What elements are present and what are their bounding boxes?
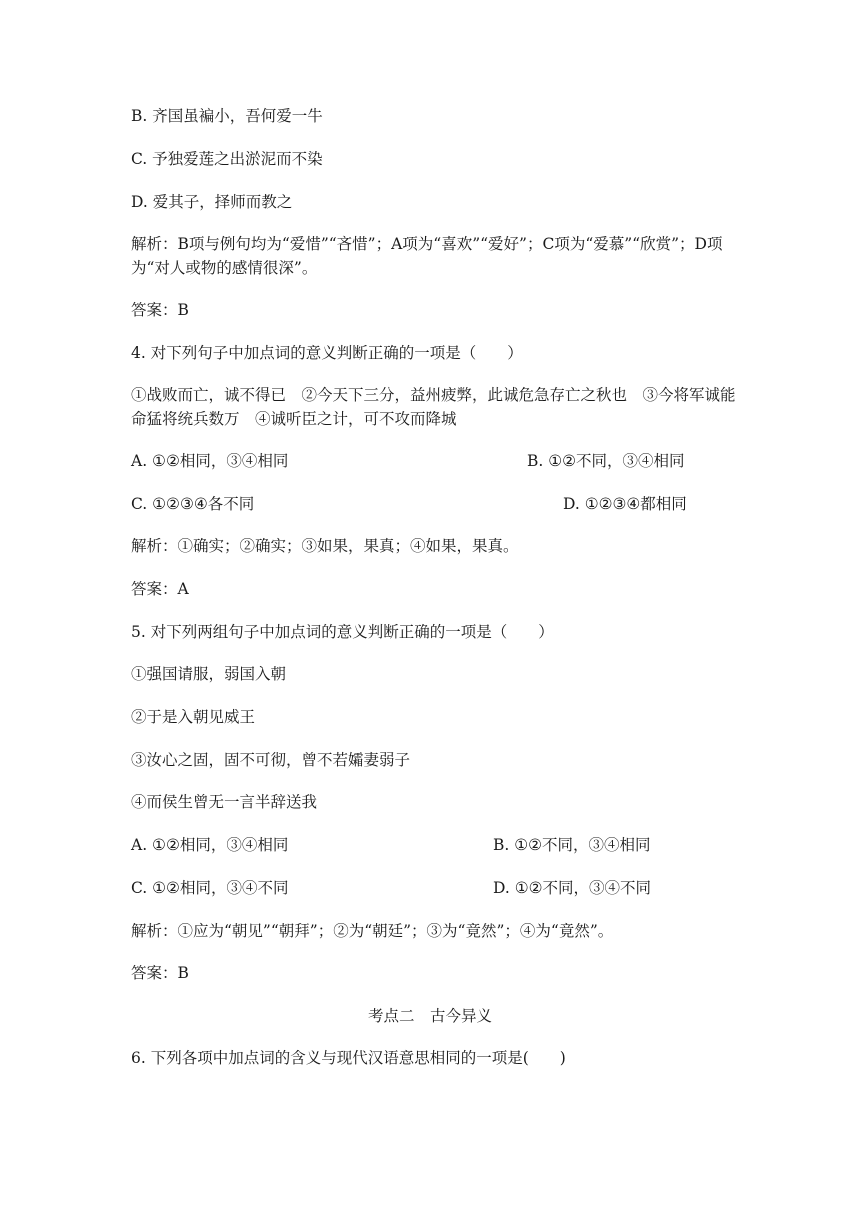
q5-option-b: B. ①②不同，③④相同 bbox=[493, 836, 651, 854]
q5-sentence-1: ①强国请服，弱国入朝 bbox=[131, 665, 287, 683]
q4-stem: 4. 对下列句子中加点词的意义判断正确的一项是（ ） bbox=[131, 344, 523, 362]
q5-analysis: 解析：①应为“朝见”“朝拜”；②为“朝廷”；③为“竟然”；④为“竟然”。 bbox=[131, 922, 614, 940]
q5-sentence-2: ②于是入朝见威王 bbox=[131, 708, 256, 726]
q4-option-c: C. ①②③④各不同 bbox=[131, 495, 255, 513]
q3-option-d: D. 爱其子，择师而教之 bbox=[131, 193, 293, 211]
section-title: 考点二 古今异义 bbox=[367, 1007, 492, 1025]
q4-option-a: A. ①②相同，③④相同 bbox=[131, 452, 289, 470]
q3-answer: 答案：B bbox=[131, 301, 189, 319]
q4-option-b: B. ①②不同，③④相同 bbox=[527, 452, 685, 470]
q5-sentence-4: ④而侯生曾无一言半辞送我 bbox=[131, 793, 318, 811]
q3-option-b: B. 齐国虽褊小，吾何爱一牛 bbox=[131, 107, 323, 125]
q5-sentence-3: ③汝心之固，固不可彻，曾不若孀妻弱子 bbox=[131, 751, 411, 769]
q4-analysis: 解析：①确实；②确实；③如果，果真；④如果，果真。 bbox=[131, 537, 519, 555]
q4-sentences: ①战败而亡，诚不得已 ②今天下三分，益州疲弊，此诚危急存亡之秋也 ③今将军诚能命猛将统兵数万 ④诚听臣之计，可不攻而降城 bbox=[131, 386, 736, 428]
q5-option-d: D. ①②不同，③④不同 bbox=[493, 879, 652, 897]
q6-stem: 6. 下列各项中加点词的含义与现代汉语意思相同的一项是( ) bbox=[131, 1049, 566, 1067]
q5-option-a: A. ①②相同，③④相同 bbox=[131, 836, 289, 854]
q5-stem: 5. 对下列两组句子中加点词的意义判断正确的一项是（ ） bbox=[131, 623, 554, 641]
q4-answer: 答案：A bbox=[131, 580, 189, 598]
q5-option-c: C. ①②相同，③④不同 bbox=[131, 879, 289, 897]
q5-answer: 答案：B bbox=[131, 964, 189, 982]
q3-option-c: C. 予独爱莲之出淤泥而不染 bbox=[131, 150, 323, 168]
q3-analysis: 解析：B项与例句均为“爱惜”“吝惜”；A项为“喜欢”“爱好”；C项为“爱慕”“欣赏”；D项为“对人或物的感情很深”。 bbox=[131, 235, 723, 277]
q4-option-d: D. ①②③④都相同 bbox=[563, 495, 687, 513]
